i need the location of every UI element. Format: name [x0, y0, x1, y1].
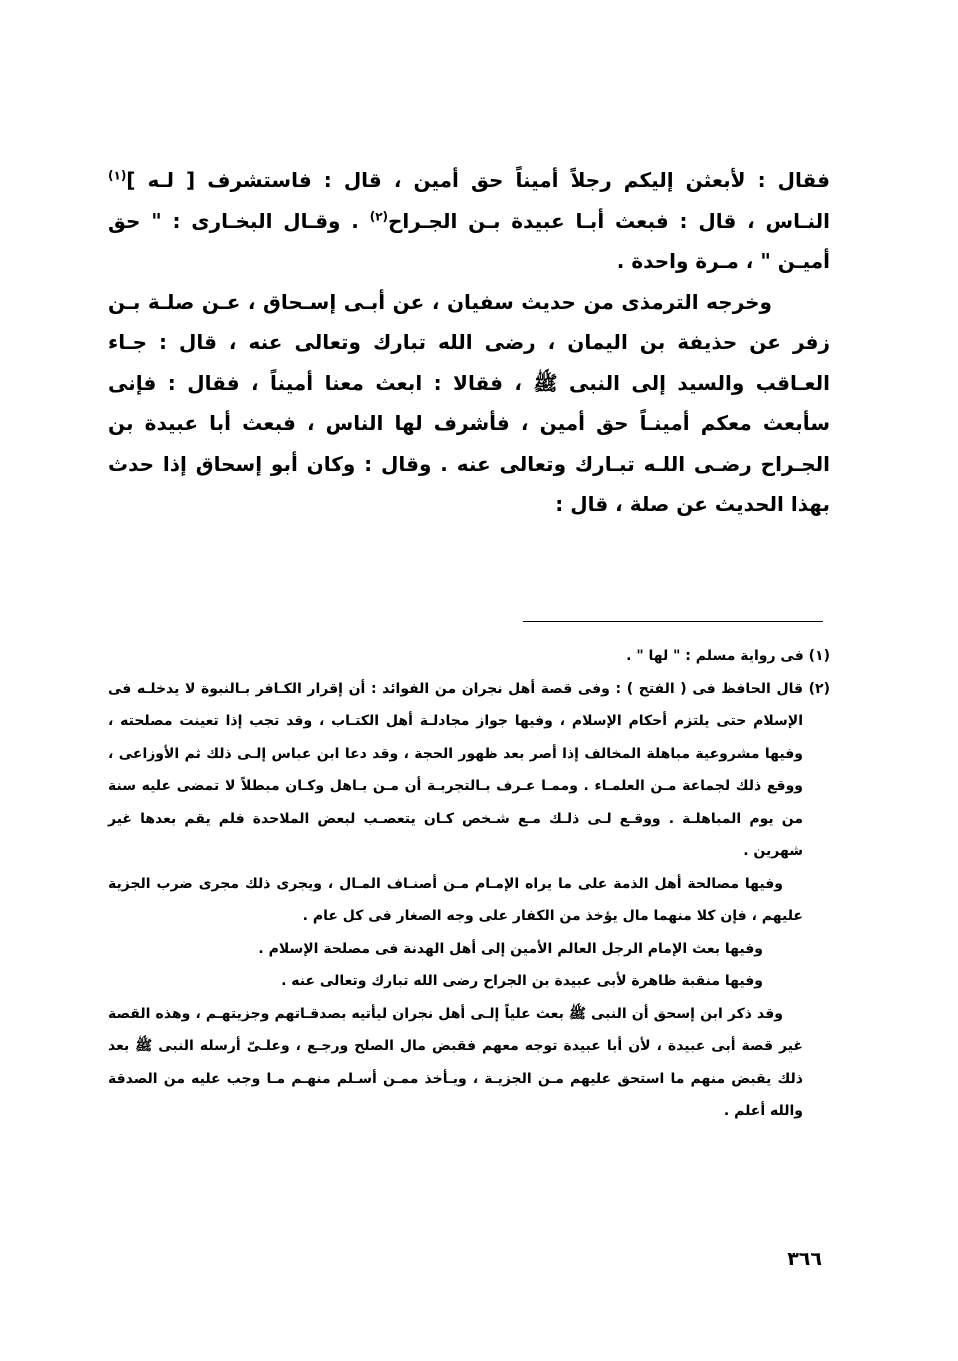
- footnote-ref-1: (١): [108, 168, 127, 183]
- main-paragraph-1-part-a: فقال : لأبعثن إليكم رجلاً أميناً حق أمين ، قال : فاستشرف [ لـه ]: [126, 168, 830, 192]
- page-number: ٣٦٦: [787, 1248, 822, 1270]
- footnotes-section: [108, 640, 830, 1128]
- footnote-2-continuation-1: وفيها مصالحة أهل الذمة على ما يراه الإمـام مـن أصنـاف المـال ، ويجرى ذلك مجرى ضرب الجزية عليهم ، فإن كلا منهما مال يؤخذ من الكفار على وجه الصغار فى كل عام .: [108, 875, 803, 924]
- main-text-body: [108, 160, 830, 525]
- main-paragraph-1-part-b: النـاس ، قال : فبعث أبـا عبيدة بـن الجـراح: [388, 208, 830, 233]
- main-paragraph-2: وخرجه الترمذى من حديث سفيان ، عن أبـى إسـحاق ، عـن صلـة بـن زفر عن حذيفة بن اليمان ، رضى الله تبارك وتعالى عنه ، قال : جـاء العـاقب والسيد إلى النبى ﷺ ، فقالا : ابعث معنا أميناً ، فقال : فإنى سأبعث معكم أمينـاً حق أمين ، فأشرف لها الناس ، فبعث أبا عبيدة بن الجـراح رضـى اللـه تبـارك وتعالى عنه . وقال : وكان أبو إسحاق إذا حدث بهذا الحديث عن صلة ، قال :: [108, 289, 830, 516]
- footnote-2: (٢) قال الحافظ فى ( الفتح ) : وفى قصة أهل نجران من الفوائد : أن إقرار الكـافر بـالنبوة لا يدخلـه فى الإسلام حتى يلتزم أحكام الإسلام ، وفيها جواز مجادلـة أهل الكتـاب ، وقد تجب إذا تعينت مصلحته ، وفيها مشروعية مباهلة المخالف إذا أصر بعد ظهور الحجة ، وقد دعا ابن عباس إلـى ذلك ثم الأوزاعى ، ووقع ذلك لجماعة مـن العلمـاء . وممـا عـرف بـالتجربـة أن مـن بـاهل وكـان مبطلاً لا تمضى عليه سنة من يوم المباهلـة . ووقـع لـى ذلـك مـع شـخص كـان يتعصـب لبعض الملاحدة فلم يقم بعدها غير شهرين .: [108, 680, 830, 859]
- main-paragraph-1-part-c: . وقـال البخـارى : " حق أميـن " ، مـرة واحدة .: [108, 208, 830, 273]
- footnote-2-continuation-2: وفيها بعث الإمام الرجل العالم الأمين إلى أهل الهدنة فى مصلحة الإسلام .: [258, 940, 763, 957]
- footnote-ref-2: (٢): [369, 208, 388, 223]
- footnote-2-continuation-3: وفيها منقبة ظاهرة لأبى عبيدة بن الجراح رضى الله تبارك وتعالى عنه .: [281, 973, 763, 989]
- main-paragraph-1: [108, 160, 830, 282]
- footnote-1: (١) فى رواية مسلم : " لها " .: [626, 648, 830, 664]
- footnote-divider: [523, 621, 823, 622]
- footnote-2-continuation-4: وقد ذكر ابن إسحق أن النبى ﷺ بعث علياً إلـى أهل نجران ليأتيه بصدقـاتهم وجزيتهـم ، وهذه القصة غير قصة أبى عبيدة ، لأن أبا عبيدة توجه معهم فقبض مال الصلح ورجـع ، وعلـىّ أرسله النبى ﷺ بعد ذلك يقبض منهم ما استحق عليهم مـن الجزيـة ، ويـأخذ ممـن أسـلم منهـم مـا وجب عليه من الصدقة والله أعلم .: [108, 1005, 803, 1119]
